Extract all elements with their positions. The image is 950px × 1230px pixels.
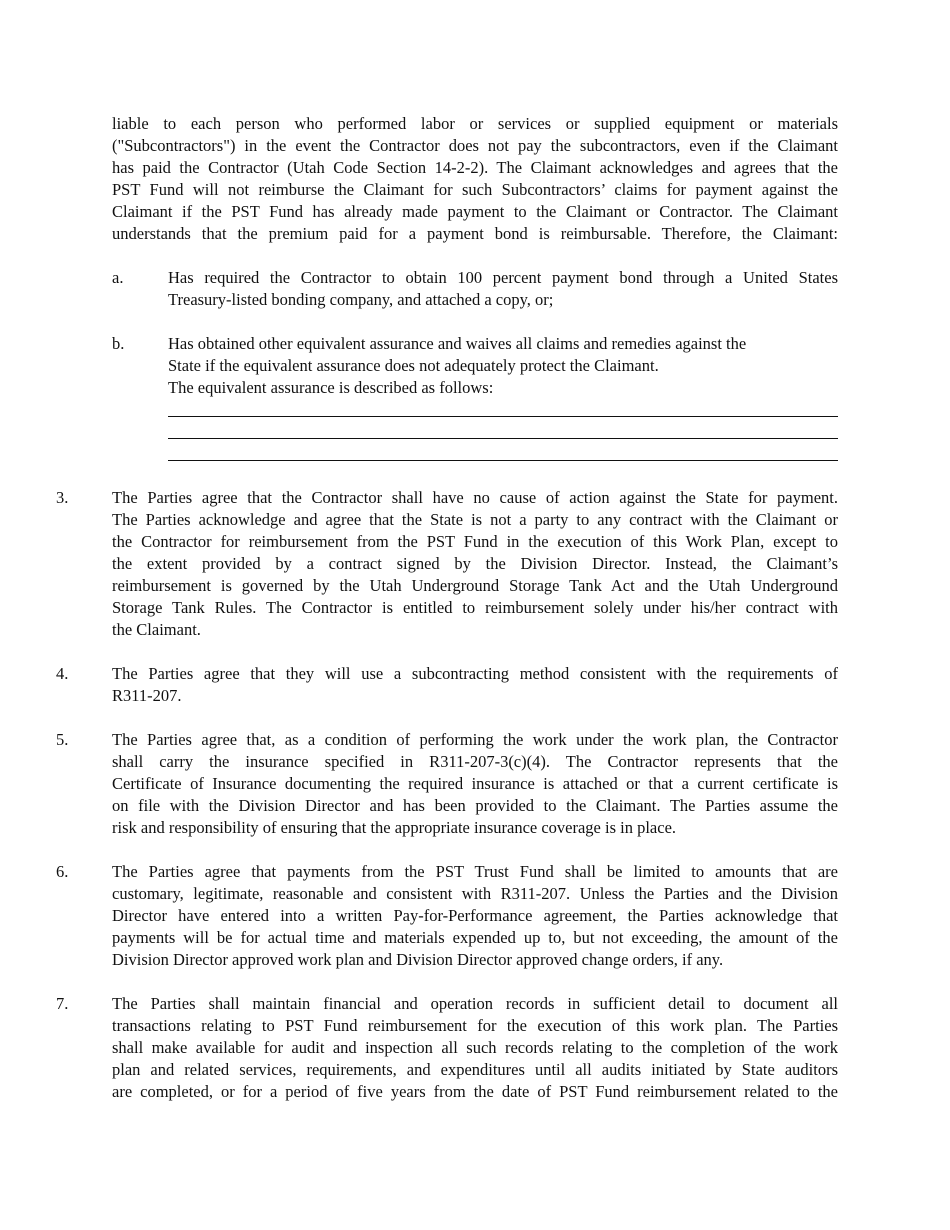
intro-line: understands that the premium paid for a payment bond is reimbursable. Therefore, the Claimant: [112,224,838,243]
item-line: the Contractor for reimbursement from the PST Fund in the execution of this Work Plan, except to [112,532,838,551]
blank-line-field [168,460,838,461]
item-line: the Claimant. [112,620,201,639]
item-line: payments will be for actual time and materials expended up to, but not exceeding, the amount of the [112,928,838,947]
item-line: The Parties acknowledge and agree that the State is not a party to any contract with the Claimant or [112,510,838,529]
item-number: 6. [56,862,69,881]
item-line: plan and related services, requirements, and expenditures until all audits initiated by State auditors [112,1060,838,1079]
option-line: State if the equivalent assurance does not adequately protect the Claimant. [168,356,659,375]
item-line: shall make available for audit and inspection all such records relating to the completion of the work [112,1038,838,1057]
option-line: The equivalent assurance is described as follows: [168,378,494,397]
item-line: reimbursement is governed by the Utah Underground Storage Tank Act and the Utah Underground [112,576,838,595]
item-line: transactions relating to PST Fund reimbursement for the execution of this work plan. The Parties [112,1016,838,1035]
item-line: Division Director approved work plan and Division Director approved change orders, if any. [112,950,724,969]
option-marker: b. [112,334,125,353]
blank-line-field [168,416,838,417]
intro-line: PST Fund will not reimburse the Claimant for such Subcontractors’ claims for payment against the [112,180,838,199]
intro-line: Claimant if the PST Fund has already made payment to the Claimant or Contractor. The Claimant [112,202,838,221]
item-line: The Parties agree that payments from the PST Trust Fund shall be limited to amounts that are [112,862,838,881]
item-line: on file with the Division Director and has been provided to the Claimant. The Parties assume the [112,796,838,815]
item-number: 7. [56,994,69,1013]
intro-line: has paid the Contractor (Utah Code Section 14-2-2). The Claimant acknowledges and agrees that the [112,158,838,177]
item-line: The Parties agree that, as a condition of performing the work under the work plan, the Contractor [112,730,838,749]
item-line: Certificate of Insurance documenting the required insurance is attached or that a current certificate is [112,774,838,793]
option-line: Treasury-listed bonding company, and attached a copy, or; [168,290,554,309]
item-number: 5. [56,730,69,749]
intro-line: ("Subcontractors") in the event the Contractor does not pay the subcontractors, even if the Claimant [112,136,838,155]
option-line: Has obtained other equivalent assurance and waives all claims and remedies against the [168,334,747,353]
item-line: The Parties agree that they will use a subcontracting method consistent with the requirements of [112,664,838,683]
item-number: 4. [56,664,69,683]
item-line: shall carry the insurance specified in R311-207-3(c)(4). The Contractor represents that the [112,752,838,771]
item-line: Director have entered into a written Pay-for-Performance agreement, the Parties acknowledge that [112,906,838,925]
item-line: the extent provided by a contract signed by the Division Director. Instead, the Claimant’s [112,554,838,573]
item-line: risk and responsibility of ensuring that the appropriate insurance coverage is in place. [112,818,677,837]
item-line: Storage Tank Rules. The Contractor is entitled to reimbursement solely under his/her contract with [112,598,838,617]
item-line: The Parties agree that the Contractor shall have no cause of action against the State for payment. [112,488,838,507]
item-line: are completed, or for a period of five years from the date of PST Fund reimbursement related to the [112,1082,838,1101]
option-line: Has required the Contractor to obtain 100 percent payment bond through a United States [168,268,838,287]
item-line: customary, legitimate, reasonable and consistent with R311-207. Unless the Parties and the Division [112,884,838,903]
item-line: R311-207. [112,686,182,705]
intro-line: liable to each person who performed labor or services or supplied equipment or materials [112,114,838,133]
item-line: The Parties shall maintain financial and operation records in sufficient detail to document all [112,994,838,1013]
item-number: 3. [56,488,69,507]
option-marker: a. [112,268,124,287]
blank-line-field [168,438,838,439]
